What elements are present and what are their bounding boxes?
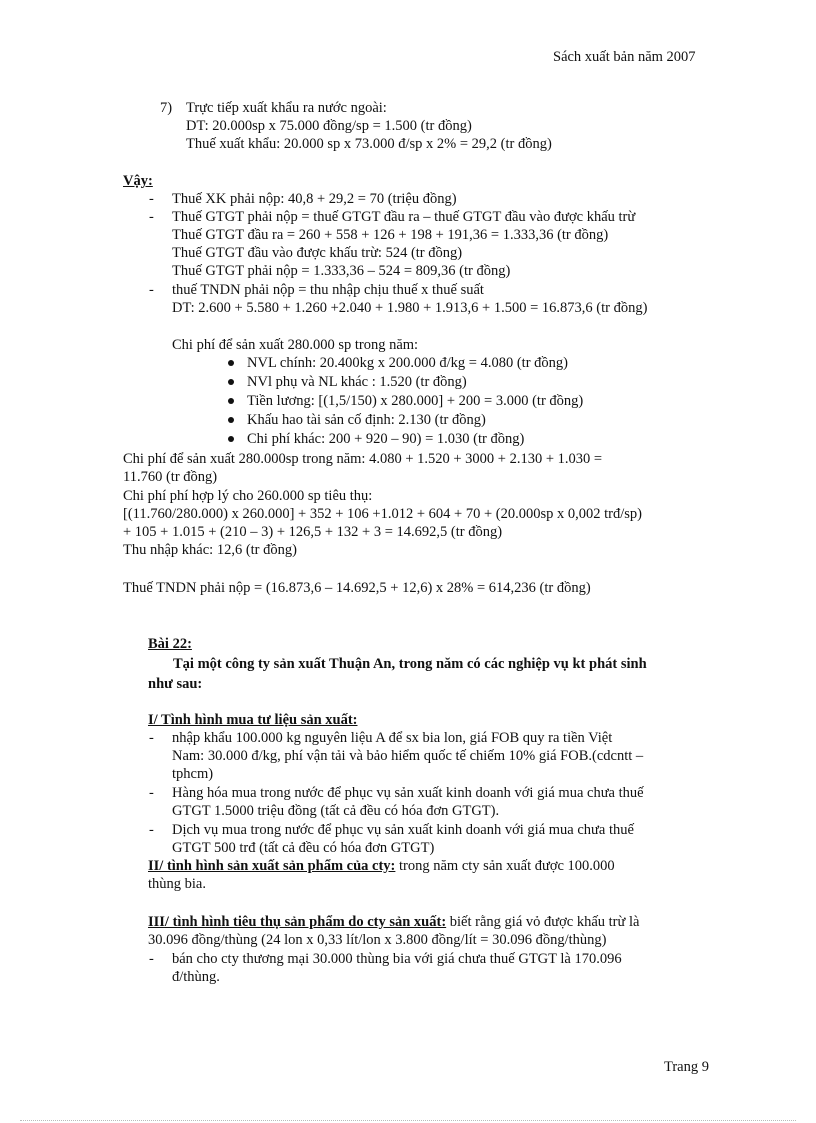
sale-item-1-line1: bán cho cty thương mại 30.000 thùng bia với giá chưa thuế GTGT là 170.096 <box>172 951 622 967</box>
other-income: Thu nhập khác: 12,6 (tr đồng) <box>123 542 297 558</box>
section3-line1 <box>148 913 639 931</box>
cost-item: Khấu hao tài sản cố định: 2.130 (tr đồng) <box>247 412 486 428</box>
reasonable-cost-line1: [(11.760/280.000) x 260.000] + 352 + 106 +1.012 + 604 + 70 + (20.000sp x 0,002 trđ/sp) <box>123 506 642 522</box>
purchase-item-3-line1: Dịch vụ mua trong nước để phục vụ sản xuất kinh doanh với giá mua chưa thuế <box>172 822 634 838</box>
purchase-item-3-line2: GTGT 500 trđ (tất cả đều có hóa đơn GTGT) <box>172 840 435 856</box>
item7-number: 7) <box>160 100 173 116</box>
section2-line2: thùng bia. <box>148 876 206 892</box>
exercise-intro-line2: như sau: <box>148 676 203 692</box>
cost-item: Tiền lương: [(1,5/150) x 280.000] + 200 = 3.000 (tr đồng) <box>247 393 584 409</box>
cost-item: NVL chính: 20.400kg x 200.000 đ/kg = 4.080 (tr đồng) <box>247 355 568 371</box>
item7-title: Trực tiếp xuất khẩu ra nước ngoài: <box>186 100 387 116</box>
dash-marker: - <box>149 951 154 967</box>
item7-revenue: DT: 20.000sp x 75.000 đồng/sp = 1.500 (tr đồng) <box>186 118 472 134</box>
total-revenue: DT: 2.600 + 5.580 + 1.260 +2.040 + 1.980 + 1.913,6 + 1.500 = 16.873,6 (tr đồng) <box>172 300 648 316</box>
dash-marker: - <box>149 785 154 801</box>
section2-line1 <box>148 857 615 875</box>
purchase-item-1-line3: tphcm) <box>172 766 214 782</box>
vat-payable: Thuế GTGT phải nộp = 1.333,36 – 524 = 809,36 (tr đồng) <box>172 263 511 279</box>
cost-total-line1: Chi phí để sản xuất 280.000sp trong năm: 4.080 + 1.520 + 3000 + 2.130 + 1.030 = <box>123 451 603 467</box>
section3-line2: 30.096 đồng/thùng (24 lon x 0,33 lít/lon x 3.800 đồng/lít = 30.096 đồng/thùng) <box>148 932 607 948</box>
cost-total-line2: 11.760 (tr đồng) <box>123 469 218 485</box>
purchase-item-2-line2: GTGT 1.5000 triệu đồng (tất cả đều có hóa đơn GTGT). <box>172 803 500 819</box>
section3-text: biết rằng giá vỏ được khấu trừ là <box>446 914 640 930</box>
cost-item: Chi phí khác: 200 + 920 – 90) = 1.030 (tr đồng) <box>247 431 525 447</box>
purchase-item-1-line1: nhập khẩu 100.000 kg nguyên liệu A để sx bia lon, giá FOB quy ra tiền Việt <box>172 730 613 746</box>
sale-item-1-line2: đ/thùng. <box>172 969 220 985</box>
dash-marker: - <box>149 730 154 746</box>
vat-output: Thuế GTGT đầu ra = 260 + 558 + 126 + 198 + 191,36 = 1.333,36 (tr đồng) <box>172 227 609 243</box>
cost-heading: Chi phí để sản xuất 280.000 sp trong năm: <box>172 337 419 353</box>
vat-formula: Thuế GTGT phải nộp = thuế GTGT đầu ra – thuế GTGT đầu vào được khấu trừ <box>172 209 636 225</box>
section3-heading: III/ tình hình tiêu thụ sản phẩm do cty sản xuất: <box>148 914 447 930</box>
page-number: Trang 9 <box>664 1059 709 1075</box>
reasonable-cost-line2: + 105 + 1.015 + (210 – 3) + 126,5 + 132 + 3 = 14.692,5 (tr đồng) <box>123 524 503 540</box>
cit-result: Thuế TNDN phải nộp = (16.873,6 – 14.692,5 + 12,6) x 28% = 614,236 (tr đồng) <box>123 580 591 596</box>
dash-marker: - <box>149 209 154 225</box>
exercise-intro-line1: Tại một công ty sản xuất Thuận An, trong năm có các nghiệp vụ kt phát sinh <box>173 656 647 672</box>
exercise-title: Bài 22: <box>148 636 192 652</box>
item7-export-tax: Thuế xuất khẩu: 20.000 sp x 73.000 đ/sp x 2% = 29,2 (tr đồng) <box>186 136 552 152</box>
dash-marker: - <box>149 191 154 207</box>
bullet-icon <box>228 436 234 442</box>
bullet-icon <box>228 398 234 404</box>
cit-formula: thuế TNDN phải nộp = thu nhập chịu thuế x thuế suất <box>172 282 484 298</box>
page-header-title: Sách xuất bản năm 2007 <box>553 49 696 65</box>
conclusion-heading: Vậy: <box>123 173 153 189</box>
purchase-item-2-line1: Hàng hóa mua trong nước để phục vụ sản xuất kinh doanh với giá mua chưa thuế <box>172 785 644 801</box>
reasonable-cost-heading: Chi phí phí hợp lý cho 260.000 sp tiêu thụ: <box>123 488 373 504</box>
export-tax-payable: Thuế XK phải nộp: 40,8 + 29,2 = 70 (triệu đồng) <box>172 191 457 207</box>
dash-marker: - <box>149 282 154 298</box>
dash-marker: - <box>149 822 154 838</box>
bullet-icon <box>228 360 234 366</box>
section2-text: trong năm cty sản xuất được 100.000 <box>395 858 615 874</box>
bullet-icon <box>228 379 234 385</box>
section2-heading: II/ tình hình sản xuất sản phẩm của cty: <box>148 858 396 874</box>
bullet-icon <box>228 417 234 423</box>
section1-heading: I/ Tình hình mua tư liệu sản xuất: <box>148 712 358 728</box>
page-bottom-divider <box>20 1120 796 1121</box>
purchase-item-1-line2: Nam: 30.000 đ/kg, phí vận tải và bảo hiểm quốc tế chiếm 10% giá FOB.(cdcntt – <box>172 748 644 764</box>
cost-item: NVl phụ và NL khác : 1.520 (tr đồng) <box>247 374 467 390</box>
vat-input: Thuế GTGT đầu vào được khấu trừ: 524 (tr đồng) <box>172 245 463 261</box>
